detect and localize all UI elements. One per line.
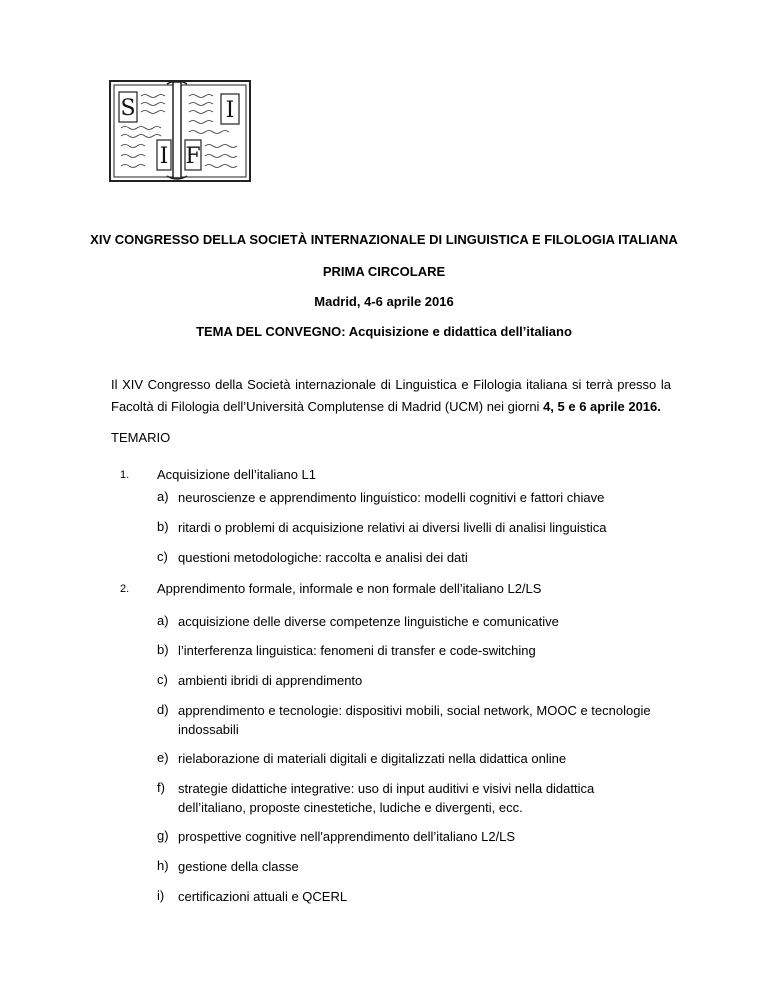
logo-letter-i2: I bbox=[225, 98, 235, 123]
list-item-letter: f) bbox=[157, 780, 165, 795]
section-number: 1. bbox=[120, 469, 130, 481]
list-item-letter: h) bbox=[157, 858, 169, 873]
section-title: Apprendimento formale, informale e non formale dell’italiano L2/LS bbox=[157, 581, 542, 596]
list-item-letter: i) bbox=[157, 888, 165, 903]
list-item-letter: b) bbox=[157, 642, 169, 657]
list-item-letter: c) bbox=[157, 672, 168, 687]
intro-paragraph bbox=[111, 374, 671, 418]
list-item: strategie didattiche integrative: uso di input auditivi e visivi nella didattica dell’italiano, proposte cinestetiche, ludiche e divergenti, ecc. bbox=[178, 781, 595, 815]
list-item: gestione della classe bbox=[178, 859, 299, 874]
list-item-letter: a) bbox=[157, 613, 169, 628]
list-item: ambienti ibridi di apprendimento bbox=[178, 673, 363, 688]
logo-letter-i1: I bbox=[159, 144, 169, 169]
list-item-letter: a) bbox=[157, 489, 169, 504]
list-item: l’interferenza linguistica: fenomeni di transfer e code-switching bbox=[178, 643, 536, 658]
list-item-letter: d) bbox=[157, 702, 169, 717]
temario-label: TEMARIO bbox=[111, 430, 171, 445]
conference-theme: TEMA DEL CONVEGNO: Acquisizione e didattica dell’italiano bbox=[196, 324, 572, 339]
list-item: rielaborazione di materiali digitali e digitalizzati nella didattica online bbox=[178, 751, 567, 766]
list-item: apprendimento e tecnologie: dispositivi mobili, social network, MOOC e tecnologie indossabili bbox=[178, 703, 651, 737]
list-item-letter: b) bbox=[157, 519, 169, 534]
intro-dates: 4, 5 e 6 aprile 2016. bbox=[543, 399, 661, 414]
list-item: ritardi o problemi di acquisizione relativi ai diversi livelli di analisi linguistica bbox=[178, 520, 607, 535]
list-item: prospettive cognitive nell'apprendimento dell’italiano L2/LS bbox=[178, 829, 516, 844]
section-title: Acquisizione dell’italiano L1 bbox=[157, 467, 316, 482]
section-number: 2. bbox=[120, 583, 130, 595]
list-item: acquisizione delle diverse competenze linguistiche e comunicative bbox=[178, 614, 559, 629]
list-item-letter: c) bbox=[157, 549, 168, 564]
logo-letter-s: S bbox=[120, 96, 136, 121]
list-item: neuroscienze e apprendimento linguistico: modelli cognitivi e fattori chiave bbox=[178, 490, 605, 505]
place-date: Madrid, 4-6 aprile 2016 bbox=[314, 294, 454, 309]
list-item-letter: g) bbox=[157, 828, 169, 843]
logo-letter-f: F bbox=[185, 144, 201, 169]
circular-label: PRIMA CIRCOLARE bbox=[322, 264, 446, 279]
list-item: questioni metodologiche: raccolta e analisi dei dati bbox=[178, 550, 468, 565]
silfi-logo bbox=[109, 80, 251, 182]
list-item-letter: e) bbox=[157, 750, 169, 765]
list-item: certificazioni attuali e QCERL bbox=[178, 889, 348, 904]
intro-text: Il XIV Congresso della Società internazionale di Linguistica e Filologia italiana si terrà presso la Facoltà di Filologia dell’Università Complutense di Madrid (UCM) nei giorni bbox=[111, 377, 671, 414]
congress-title: XIV CONGRESSO DELLA SOCIETÀ INTERNAZIONALE DI LINGUISTICA E FILOLOGIA ITALIANA bbox=[90, 232, 678, 247]
